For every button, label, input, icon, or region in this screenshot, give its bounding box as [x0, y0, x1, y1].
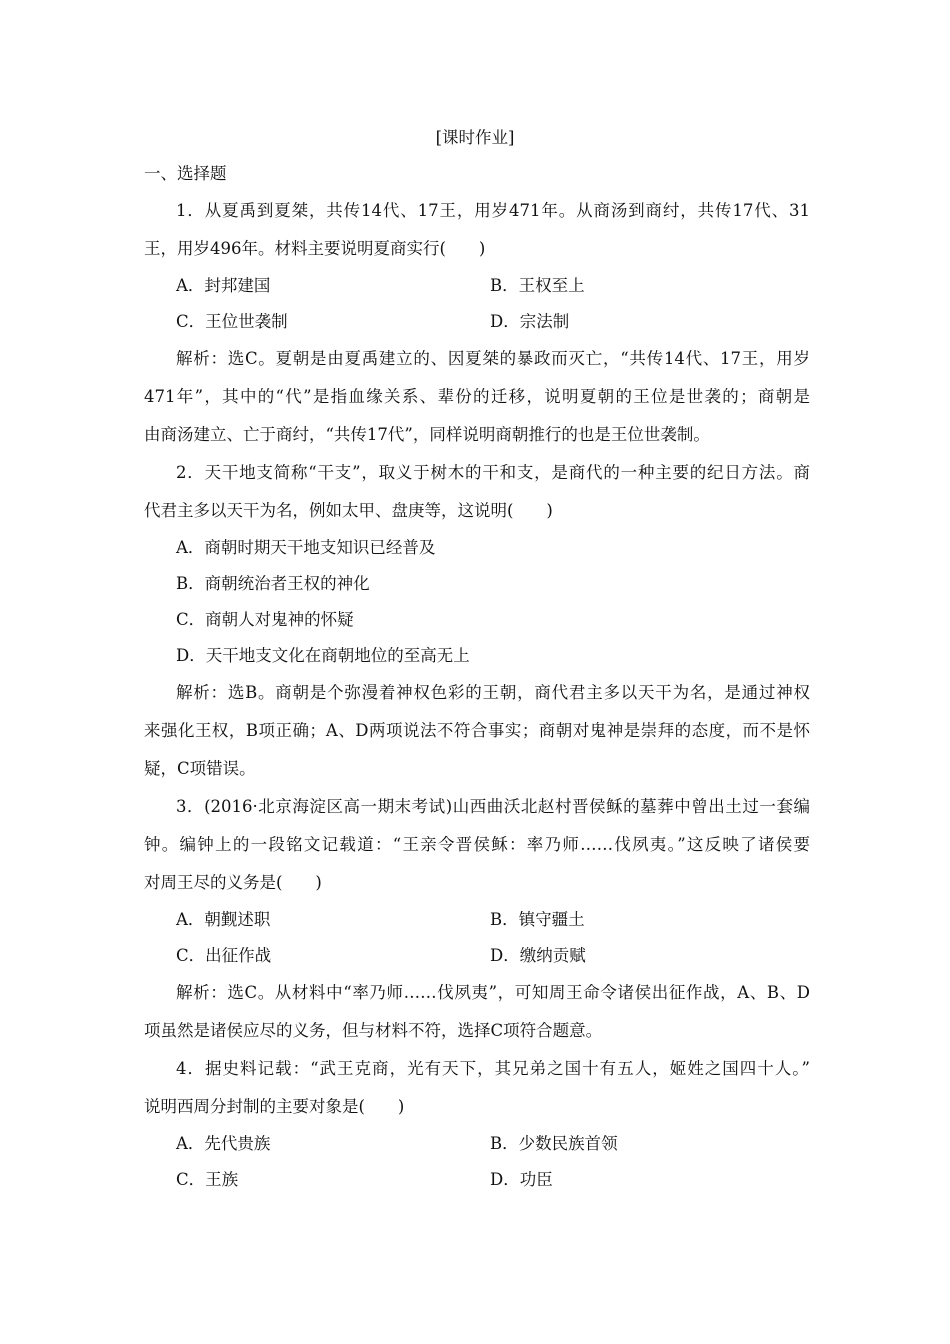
question-4-options-row-1 — [144, 1126, 810, 1162]
question-4-option-b: B．少数民族首领 — [490, 1134, 618, 1153]
question-2-option-a: A．商朝时期天干地支知识已经普及 — [176, 538, 436, 557]
question-3-options-row-2 — [144, 938, 810, 974]
question-1-option-b: B．王权至上 — [490, 276, 585, 295]
question-2-option-d: D．天干地支文化在商朝地位的至高无上 — [176, 646, 470, 665]
question-3-line-1: 3．(2016·北京海淀区高一期末考试)山西曲沃北赵村晋侯稣的墓葬中曾出土过一套编 — [176, 797, 810, 816]
question-1-line-1: 1．从夏禹到夏桀，共传14代、17王，用岁471年。从商汤到商纣，共传17代、31 — [176, 201, 810, 220]
section-heading: 一、选择题 — [144, 164, 227, 183]
question-4-line-2: 说明西周分封制的主要对象是( ) — [144, 1097, 405, 1116]
question-1-option-d: D．宗法制 — [490, 312, 570, 331]
question-3-line-3: 对周王尽的义务是( ) — [144, 873, 322, 892]
question-3-option-c: C．出征作战 — [176, 946, 272, 965]
question-1-options-row-1 — [144, 268, 810, 304]
question-1-line-2: 王，用岁496年。材料主要说明夏商实行( ) — [144, 239, 486, 258]
question-3-option-d: D．缴纳贡赋 — [490, 946, 586, 965]
question-4-line-1: 4．据史料记载：“武王克商，光有天下，其兄弟之国十有五人，姬姓之国四十人。” — [176, 1059, 810, 1078]
question-3-analysis-line-1: 解析：选C。从材料中“率乃师……伐夙夷”，可知周王命令诸侯出征作战，A、B、D — [176, 983, 810, 1002]
question-3-options-row-1 — [144, 902, 810, 938]
question-1-analysis-line-2: 471年”，其中的“代”是指血缘关系、辈份的迁移，说明夏朝的王位是世袭的；商朝是 — [144, 387, 810, 406]
question-2-analysis-line-3: 疑，C项错误。 — [144, 759, 256, 778]
question-2-line-1: 2．天干地支简称“干支”，取义于树木的干和支，是商代的一种主要的纪日方法。商 — [176, 463, 810, 482]
question-1-analysis-line-1: 解析：选C。夏朝是由夏禹建立的、因夏桀的暴政而灭亡，“共传14代、17王，用岁 — [176, 349, 810, 368]
question-1-option-a: A．封邦建国 — [176, 276, 271, 295]
question-1-options-row-2 — [144, 304, 810, 340]
question-4-option-d: D．功臣 — [490, 1170, 553, 1189]
question-2-line-2: 代君主多以天干为名，例如太甲、盘庚等，这说明( ) — [144, 501, 553, 520]
question-2-analysis-line-1: 解析：选B。商朝是个弥漫着神权色彩的王朝，商代君主多以天干为名，是通过神权 — [176, 683, 810, 702]
question-2-option-b: B．商朝统治者王权的神化 — [176, 574, 370, 593]
question-2-option-c: C．商朝人对鬼神的怀疑 — [176, 610, 354, 629]
question-3-option-b: B．镇守疆土 — [490, 910, 585, 929]
question-1-option-c: C．王位世袭制 — [176, 312, 288, 331]
question-3-analysis-line-2: 项虽然是诸侯应尽的义务，但与材料不符，选择C项符合题意。 — [144, 1021, 603, 1040]
question-3-line-2: 钟。编钟上的一段铭文记载道：“王亲令晋侯稣：率乃师……伐夙夷。”这反映了诸侯要 — [144, 835, 810, 854]
question-3-option-a: A．朝觐述职 — [176, 910, 271, 929]
question-2-analysis-line-2: 来强化王权，B项正确；A、D两项说法不符合事实；商朝对鬼神是崇拜的态度，而不是怀 — [144, 721, 810, 740]
page-title: [课时作业] — [435, 128, 515, 147]
question-4-option-a: A．先代贵族 — [176, 1134, 271, 1153]
question-1-analysis-line-3: 由商汤建立、亡于商纣，“共传17代”，同样说明商朝推行的也是王位世袭制。 — [144, 425, 710, 444]
question-4-options-row-2 — [144, 1162, 810, 1198]
content-body — [144, 156, 810, 1198]
question-4-option-c: C．王族 — [176, 1170, 239, 1189]
